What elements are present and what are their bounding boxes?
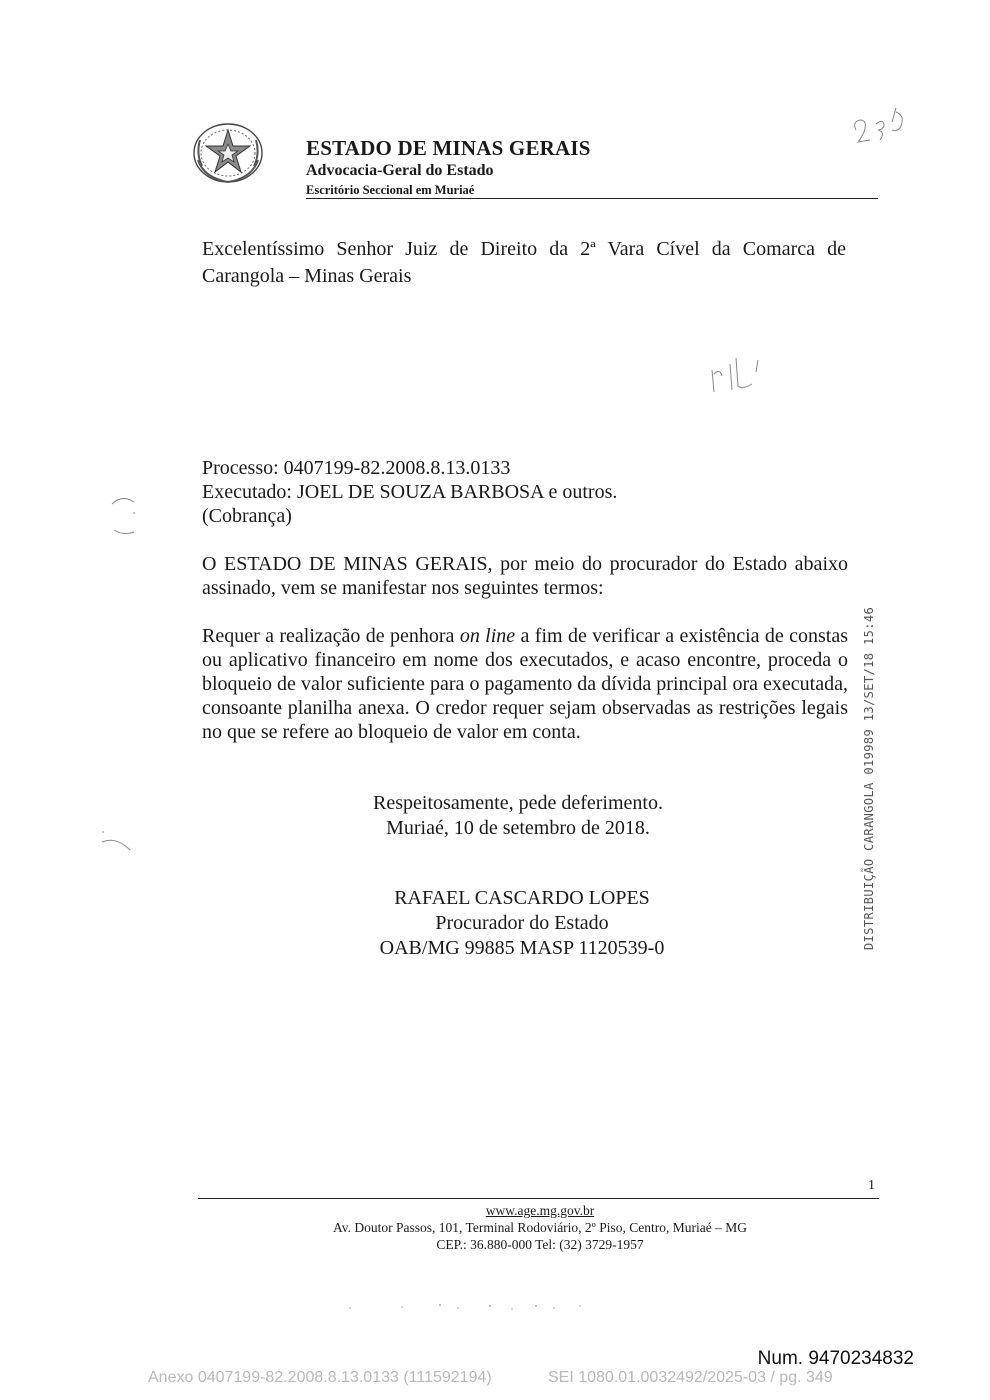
footer-cep-tel: CEP.: 36.880-000 Tel: (32) 3729-1957 (436, 1237, 644, 1252)
handwritten-page-number (846, 102, 916, 148)
closing-place-date: Muriaé, 10 de setembro de 2018. (386, 817, 650, 839)
request-italic: on line (459, 625, 516, 647)
addressee-line1: Excelentíssimo Senhor Juiz de Direito da 2ª Vara Cível da Comarca de (202, 238, 846, 260)
scan-noise (340, 1300, 600, 1314)
footer-address: Av. Doutor Passos, 101, Terminal Rodoviário, 2º Piso, Centro, Muriaé – MG (333, 1220, 747, 1235)
request-paragraph (202, 624, 848, 744)
case-executado: Executado: JOEL DE SOUZA BARBOSA e outros. (202, 481, 618, 503)
header-title: ESTADO DE MINAS GERAIS (306, 136, 591, 160)
case-processo: Processo: 0407199-82.2008.8.13.0133 (202, 457, 511, 479)
footer-divider (198, 1198, 879, 1199)
request-text-start: Requer a realização de penhora (202, 625, 460, 647)
handwritten-initials (700, 350, 770, 400)
intro-paragraph (202, 552, 848, 600)
request-text (202, 624, 848, 744)
closing (268, 791, 768, 841)
distribution-stamp: DISTRIBUIÇÃO CARANGOLA 019989 13/SET/18 15:46 (862, 606, 876, 950)
signer-role: Procurador do Estado (435, 912, 609, 934)
signature-block (272, 886, 772, 961)
sei-reference: SEI 1080.01.0032492/2025-03 / pg. 349 (548, 1369, 833, 1386)
header-divider (306, 198, 878, 199)
case-info (202, 456, 848, 528)
closing-salutation: Respeitosamente, pede deferimento. (373, 792, 663, 814)
state-seal (190, 120, 266, 186)
request-text-end: a fim de verificar a existência de constas ou aplicativo financeiro em nome dos executados, e acaso encontre, proceda o bloqueio de valor suficiente para o pagamento da dívida principal ora executada, consoante planilha anexa. O credor requer sejam observadas as restrições legais no que se refere ao bloqueio de valor em conta. (202, 625, 848, 743)
margin-mark (92, 820, 142, 860)
margin-mark (100, 490, 150, 550)
header-subtitle: Advocacia-Geral do Estado (306, 162, 494, 179)
minas-gerais-coat-of-arms-icon (190, 120, 266, 186)
addressee-line2: Carangola – Minas Gerais (202, 265, 412, 287)
header-office: Escritório Seccional em Muriaé (306, 183, 475, 197)
intro-text: O ESTADO DE MINAS GERAIS, por meio do procurador do Estado abaixo assinado, vem se manifestar nos seguintes termos: (202, 553, 848, 599)
footer-url[interactable]: www.age.mg.gov.br (485, 1203, 595, 1218)
signer-registration: OAB/MG 99885 MASP 1120539-0 (379, 937, 665, 959)
document-number: Num. 9470234832 (757, 1348, 914, 1369)
signer-name: RAFAEL CASCARDO LOPES (394, 887, 650, 909)
case-type: (Cobrança) (202, 505, 292, 527)
page-number: 1 (868, 1178, 875, 1193)
addressee (202, 236, 846, 290)
annex-reference: Anexo 0407199-82.2008.8.13.0133 (111592194) (148, 1369, 492, 1386)
